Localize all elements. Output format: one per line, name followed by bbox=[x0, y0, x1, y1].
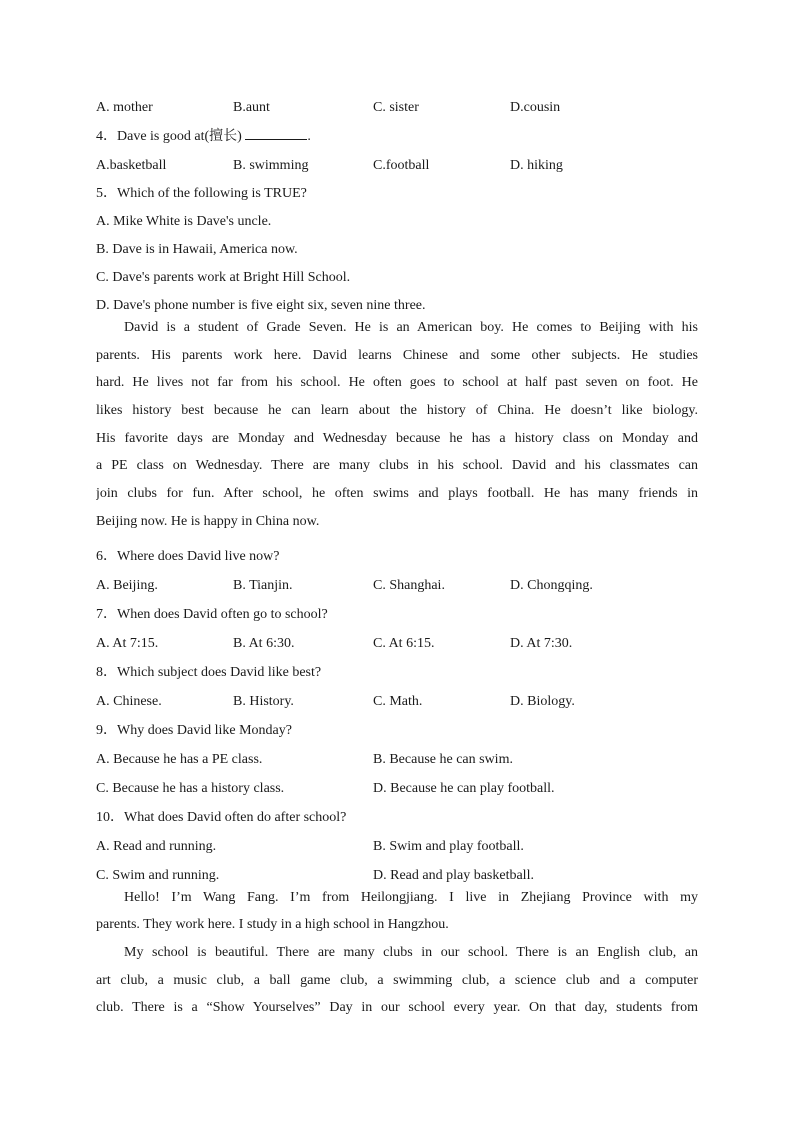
q10-option-d: D. Read and play basketball. bbox=[373, 867, 534, 883]
passage-line: Hello! I’m Wang Fang. I’m from Heilongjiang. I live in Zhejiang Province with my bbox=[124, 889, 698, 905]
q10-option-b: B. Swim and play football. bbox=[373, 838, 524, 854]
passage-line: likes history best because he can learn about the history of China. He doesn’t like biology. bbox=[96, 403, 698, 419]
q9-options-row-2 bbox=[96, 774, 698, 803]
passage-line: a PE class on Wednesday. There are many clubs in his school. David and his classmates can bbox=[96, 458, 698, 474]
passage-david bbox=[96, 320, 698, 542]
q6-option-b: B. Tianjin. bbox=[233, 577, 293, 593]
q8-options bbox=[96, 687, 698, 716]
q6-options bbox=[96, 571, 698, 600]
q4-answer-blank[interactable] bbox=[245, 125, 307, 140]
q4-stem-end: . bbox=[307, 129, 311, 144]
q8-option-a: A. Chinese. bbox=[96, 693, 162, 709]
q4-option-b: B. swimming bbox=[233, 158, 309, 173]
q8-option-d: D. Biology. bbox=[510, 693, 575, 709]
q4-option-c: C.football bbox=[373, 158, 430, 173]
q10-option-c: C. Swim and running. bbox=[96, 867, 220, 883]
passage-line: club. There is a “Show Yourselves” Day in our school every year. On that day, students from bbox=[96, 1000, 698, 1016]
q8-stem: 8．Which subject does David like best? bbox=[96, 664, 322, 680]
q7-stem: 7．When does David often go to school? bbox=[96, 606, 328, 622]
q6-option-a: A. Beijing. bbox=[96, 577, 158, 593]
passage-line: art club, a music club, a ball game club, a swimming club, a science club and a computer bbox=[96, 972, 698, 988]
q7-option-a: A. At 7:15. bbox=[96, 635, 159, 651]
q10-options-row-2 bbox=[96, 861, 698, 890]
q5-stem: 5．Which of the following is TRUE? bbox=[96, 186, 307, 201]
q4-stem bbox=[96, 122, 698, 151]
q5-option-d: D. Dave's phone number is five eight six, seven nine three. bbox=[96, 298, 426, 313]
q10-options-row-1 bbox=[96, 832, 698, 861]
q9-stem: 9．Why does David like Monday? bbox=[96, 722, 292, 738]
passage-line: My school is beautiful. There are many clubs in our school. There is an English club, an bbox=[124, 944, 698, 960]
q9-option-c: C. Because he has a history class. bbox=[96, 780, 285, 796]
q7-options bbox=[96, 629, 698, 658]
q8-option-c: C. Math. bbox=[373, 693, 423, 709]
q9-option-b: B. Because he can swim. bbox=[373, 751, 513, 767]
q8-option-b: B. History. bbox=[233, 693, 294, 709]
q5-option-c: C. Dave's parents work at Bright Hill School. bbox=[96, 270, 351, 285]
q6-option-d: D. Chongqing. bbox=[510, 577, 593, 593]
passage-line: Beijing now. He is happy in China now. bbox=[96, 513, 320, 529]
q3-option-b: B.aunt bbox=[233, 100, 270, 115]
exam-page bbox=[96, 93, 698, 1028]
passage-line: David is a student of Grade Seven. He is an American boy. He comes to Beijing with his bbox=[124, 320, 698, 335]
q9-option-d: D. Because he can play football. bbox=[373, 780, 555, 796]
q4-options bbox=[96, 151, 698, 180]
passage-line: join clubs for fun. After school, he often swims and plays football. He has many friends in bbox=[96, 486, 698, 502]
q4-option-a: A.basketball bbox=[96, 158, 167, 173]
q6-stem: 6．Where does David live now? bbox=[96, 548, 280, 564]
passage-line: parents. They work here. I study in a high school in Hangzhou. bbox=[96, 917, 449, 933]
q7-option-b: B. At 6:30. bbox=[233, 635, 295, 651]
q5-option-a: A. Mike White is Dave's uncle. bbox=[96, 214, 272, 229]
q6-option-c: C. Shanghai. bbox=[373, 577, 445, 593]
q4-option-d: D. hiking bbox=[510, 158, 563, 173]
q3-option-a: A. mother bbox=[96, 100, 153, 115]
q9-option-a: A. Because he has a PE class. bbox=[96, 751, 263, 767]
q7-option-c: C. At 6:15. bbox=[373, 635, 435, 651]
q7-option-d: D. At 7:30. bbox=[510, 635, 573, 651]
q3-option-c: C. sister bbox=[373, 100, 419, 115]
passage-line: parents. His parents work here. David learns Chinese and some other subjects. He studies bbox=[96, 347, 698, 363]
q10-stem: 10．What does David often do after school? bbox=[96, 809, 347, 825]
q4-stem-text: 4．Dave is good at(擅长) bbox=[96, 129, 246, 144]
q3-options bbox=[96, 93, 698, 122]
q10-option-a: A. Read and running. bbox=[96, 838, 217, 854]
q9-options-row-1 bbox=[96, 745, 698, 774]
passage-line: His favorite days are Monday and Wednesday because he has a history class on Monday and bbox=[96, 430, 698, 446]
q3-option-d: D.cousin bbox=[510, 100, 561, 115]
passage-wang-fang bbox=[96, 890, 698, 1028]
q5-option-b: B. Dave is in Hawaii, America now. bbox=[96, 242, 298, 257]
passage-line: hard. He lives not far from his school. He often goes to school at half past seven on foot. He bbox=[96, 375, 698, 391]
